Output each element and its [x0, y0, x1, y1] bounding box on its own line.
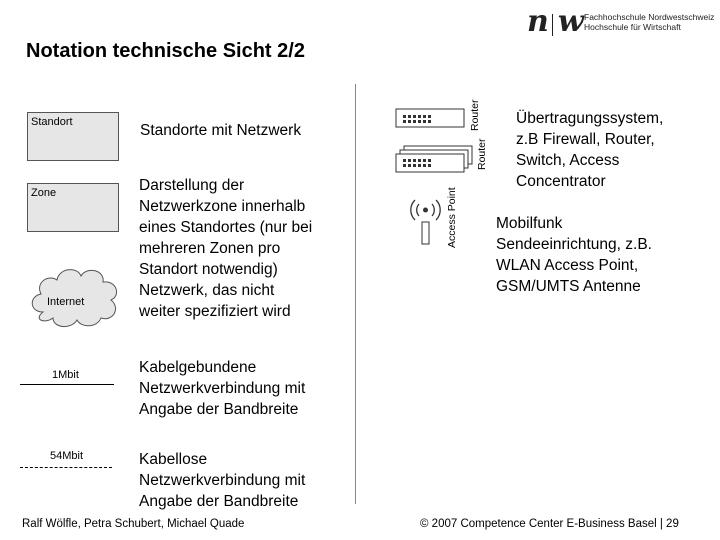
standort-label: Standort [31, 116, 73, 128]
internet-desc-line: weiter spezifiziert wird [139, 303, 291, 320]
page-title: Notation technische Sicht 2/2 [26, 40, 305, 62]
transmission-description [516, 108, 663, 192]
zone-desc-line: mehreren Zonen pro [139, 240, 281, 257]
access-point-icon [408, 196, 444, 248]
logo-line2: Hochschule für Wirtschaft [584, 22, 681, 32]
wireless-desc-line: Kabellose [139, 451, 208, 468]
transmission-desc-line: Übertragungssystem, [516, 110, 664, 127]
mobile-desc-line: WLAN Access Point, [496, 257, 639, 274]
wireless-desc-line: Angabe der Bandbreite [139, 493, 299, 510]
mobile-desc-line: Mobilfunk [496, 215, 563, 232]
router-stack-label: Router [476, 138, 488, 170]
wireless-desc-line: Netzwerkverbindung mit [139, 472, 306, 489]
wired-bandwidth-label: 1Mbit [52, 369, 79, 381]
wired-desc-line: Angabe der Bandbreite [139, 401, 299, 418]
zone-desc-line: eines Standortes (nur bei [139, 219, 313, 236]
transmission-desc-line: z.B Firewall, Router, [516, 131, 655, 148]
standort-symbol [27, 112, 119, 161]
mobile-description [496, 213, 652, 297]
zone-desc-line: Netzwerkzone innerhalb [139, 198, 306, 215]
router-label: Router [469, 99, 481, 131]
logo-mark: n w [527, 4, 583, 39]
mobile-desc-line: GSM/UMTS Antenne [496, 278, 641, 295]
router-stack-icon [395, 143, 477, 183]
wireless-bandwidth-label: 54Mbit [50, 450, 84, 462]
transmission-desc-line: Concentrator [516, 173, 606, 190]
wired-description [139, 357, 305, 420]
wireless-line [20, 467, 112, 468]
wired-desc-line: Netzwerkverbindung mit [139, 380, 306, 397]
divider [355, 84, 356, 504]
zone-desc-line: Darstellung der [139, 177, 245, 194]
logo-separator [552, 14, 553, 36]
wired-line [20, 384, 114, 385]
logo-line1: Fachhochschule Nordwestschweiz [584, 12, 715, 22]
router-icon [395, 106, 467, 132]
internet-label: Internet [47, 296, 85, 308]
zone-desc-line: Standort notwendig) [139, 261, 278, 278]
wired-desc-line: Kabelgebundene [139, 359, 257, 376]
zone-label: Zone [31, 187, 57, 199]
access-point-label: Access Point [446, 187, 458, 248]
footer-authors: Ralf Wölfle, Petra Schubert, Michael Quade [22, 518, 245, 530]
footer-copyright: © 2007 Competence Center E-Business Basel | 29 [420, 518, 679, 530]
wireless-description [139, 449, 305, 512]
internet-desc-line: Netzwerk, das nicht [139, 282, 275, 299]
logo-text [584, 12, 714, 32]
mobile-desc-line: Sendeeinrichtung, z.B. [496, 236, 652, 253]
zone-description [139, 175, 312, 322]
transmission-desc-line: Switch, Access [516, 152, 620, 169]
standort-description: Standorte mit Netzwerk [140, 122, 302, 139]
zone-symbol [27, 183, 119, 232]
